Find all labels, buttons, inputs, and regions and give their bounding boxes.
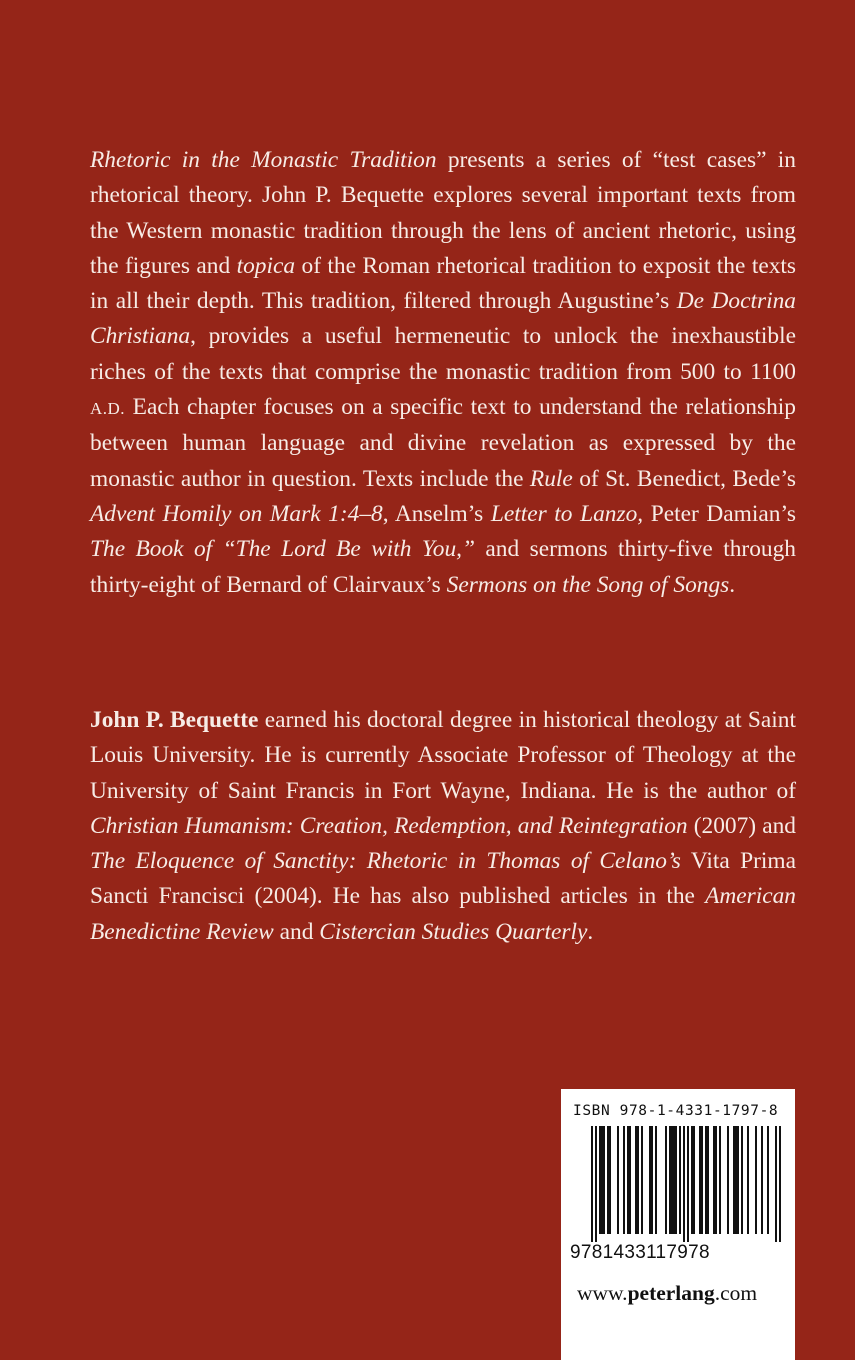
barcode-bar [607, 1126, 611, 1234]
barcode-bar [679, 1126, 681, 1234]
barcode-bar [741, 1126, 743, 1234]
barcode-bar [599, 1126, 605, 1234]
isbn-barcode-box [561, 1089, 795, 1360]
barcode-bar [591, 1126, 593, 1242]
barcode-bar [641, 1126, 643, 1234]
barcode-bar [623, 1126, 625, 1234]
barcode-bar [761, 1126, 763, 1234]
barcode-bar [775, 1126, 777, 1242]
barcode-bar [683, 1126, 685, 1242]
author-bio-paragraph: John P. Bequette earned his doctoral degree in historical theology at Saint Louis University. He is currently Associate Professor of Theology at the University of Saint Francis in Fort Wayne, Indiana. He is the author of Christian Humanism: Creation, Redemption, and Reintegration (2007) and The Eloquence of Sanctity: Rhetoric in Thomas of Celano’s Vita Prima Sancti Francisci (2004). He has also published articles in the American Benedictine Review and Cistercian Studies Quarterly. [90, 707, 797, 945]
barcode-bar [733, 1126, 739, 1234]
barcode-bar [627, 1126, 631, 1234]
barcode-bar [649, 1126, 653, 1234]
barcode-bar [699, 1126, 703, 1234]
barcode [591, 1126, 781, 1242]
barcode-digits: 9781433117978 [570, 1242, 710, 1263]
barcode-bar [755, 1126, 757, 1234]
barcode-bar [713, 1126, 717, 1234]
book-title: Rhetoric in the Monastic Tradition [90, 147, 437, 173]
barcode-bar [767, 1126, 769, 1234]
barcode-bar [719, 1126, 721, 1234]
barcode-bar [747, 1126, 749, 1234]
barcode-bar [595, 1126, 597, 1242]
barcode-bar [655, 1126, 657, 1234]
barcode-bar [691, 1126, 695, 1234]
synopsis-paragraph: Rhetoric in the Monastic Tradition presents a series of “test cases” in rhetorical theory. John P. Bequette explores several important texts from the Western monastic tradition through the lens of ancient rhetoric, using the figures and topica of the Roman rhetorical tradition to exposit the texts in all their depth. This tradition, filtered through Augustine’s De Doctrina Christiana, provides a useful hermeneutic to unlock the inexhaustible riches of the texts that comprise the monastic tradition from 500 to 1100 A.D. Each chapter focuses on a specific text to understand the relationship between human language and divine revelation as expressed by the monastic author in question. Texts include the Rule of St. Benedict, Bede’s Advent Homily on Mark 1:4–8, Anselm’s Letter to Lanzo, Peter Damian’s The Book of “The Lord Be with You,” and sermons thirty-five through thirty-eight of Bernard of Clairvaux’s Sermons on the Song of Songs. [90, 147, 797, 598]
barcode-bar [669, 1126, 677, 1234]
publisher-url[interactable]: www.peterlang.com [577, 1281, 758, 1305]
barcode-bar [779, 1126, 781, 1242]
barcode-bar [665, 1126, 667, 1234]
isbn-label: ISBN 978-1-4331-1797-8 [573, 1103, 779, 1119]
barcode-bar [727, 1126, 729, 1234]
barcode-bar [617, 1126, 619, 1234]
barcode-bar [687, 1126, 689, 1242]
author-name: John P. Bequette [90, 707, 259, 733]
barcode-bar [635, 1126, 639, 1234]
barcode-bar [705, 1126, 709, 1234]
